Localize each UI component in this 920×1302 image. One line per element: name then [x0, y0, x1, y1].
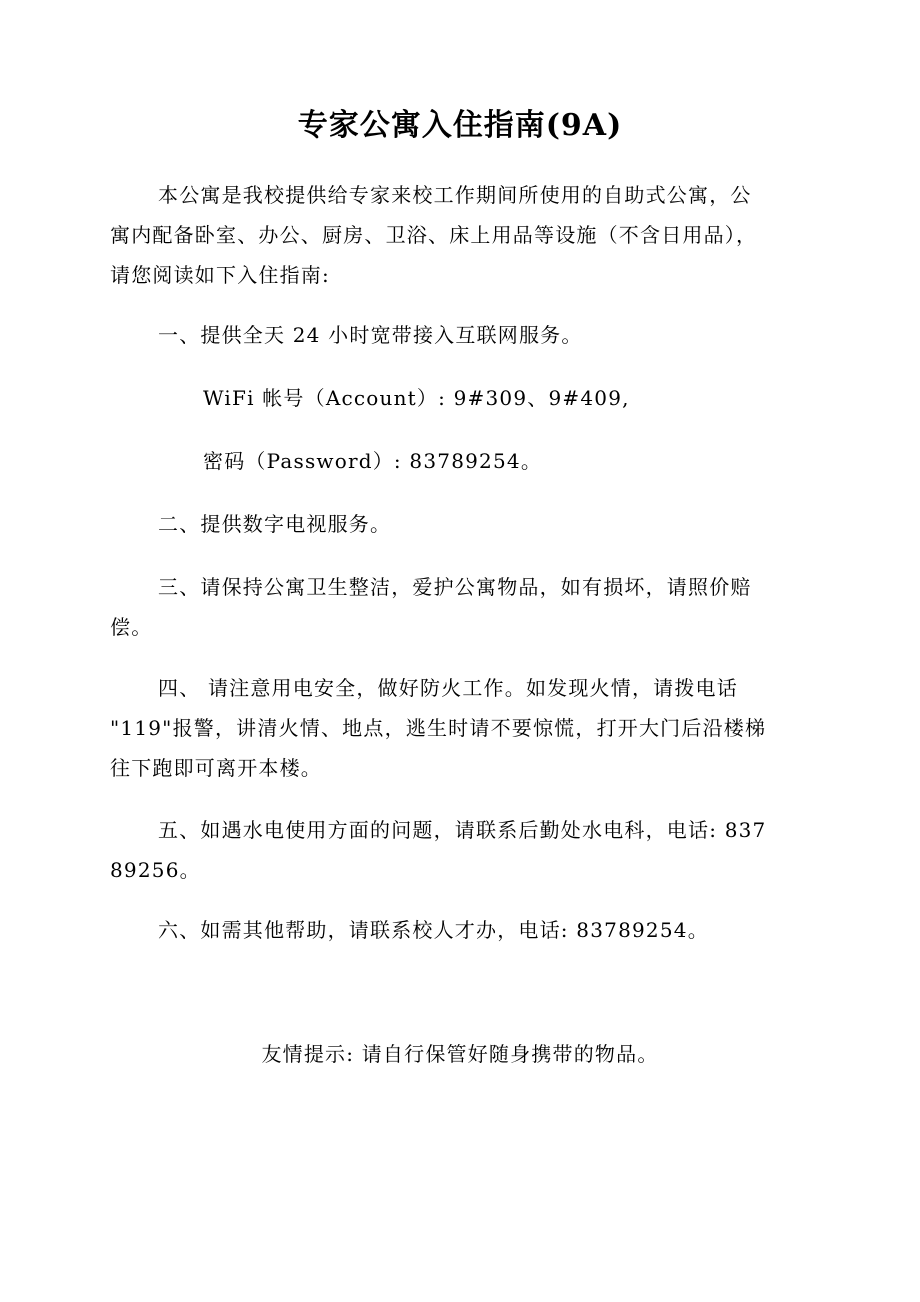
item-one: 一、提供全天 24 小时宽带接入互联网服务。: [158, 323, 583, 347]
wifi-password: 密码（Password）: 83789254。: [203, 449, 543, 473]
intro-line-2: 寓内配备卧室、办公、厨房、卫浴、床上用品等设施（不含日用品），: [110, 223, 758, 247]
item-five-line-2: 89256。: [110, 858, 201, 882]
page-title: 专家公寓入住指南(9A): [297, 108, 623, 143]
item-four-line-1: 四、 请注意用电安全，做好防火工作。如发现火情，请拨电话: [158, 676, 738, 700]
item-four-line-2: "119"报警，讲清火情、地点，逃生时请不要惊慌，打开大门后沿楼梯: [110, 716, 767, 740]
wifi-account: WiFi 帐号（Account）: 9#309、9#409,: [203, 386, 630, 410]
item-four-line-3: 往下跑即可离开本楼。: [110, 756, 322, 780]
item-two: 二、提供数字电视服务。: [158, 512, 392, 536]
item-three-line-2: 偿。: [110, 615, 153, 639]
friendly-tip: 友情提示: 请自行保管好随身携带的物品。: [261, 1042, 659, 1066]
intro-line-1: 本公寓是我校提供给专家来校工作期间所使用的自助式公寓，公: [158, 183, 752, 207]
item-five-line-1: 五、如遇水电使用方面的问题，请联系后勤处水电科，电话: 837: [158, 818, 767, 842]
item-six: 六、如需其他帮助，请联系校人才办，电话: 83789254。: [158, 918, 709, 942]
item-three-line-1: 三、请保持公寓卫生整洁，爱护公寓物品，如有损坏，请照价赔: [158, 575, 752, 599]
intro-line-3: 请您阅读如下入住指南:: [110, 263, 330, 287]
